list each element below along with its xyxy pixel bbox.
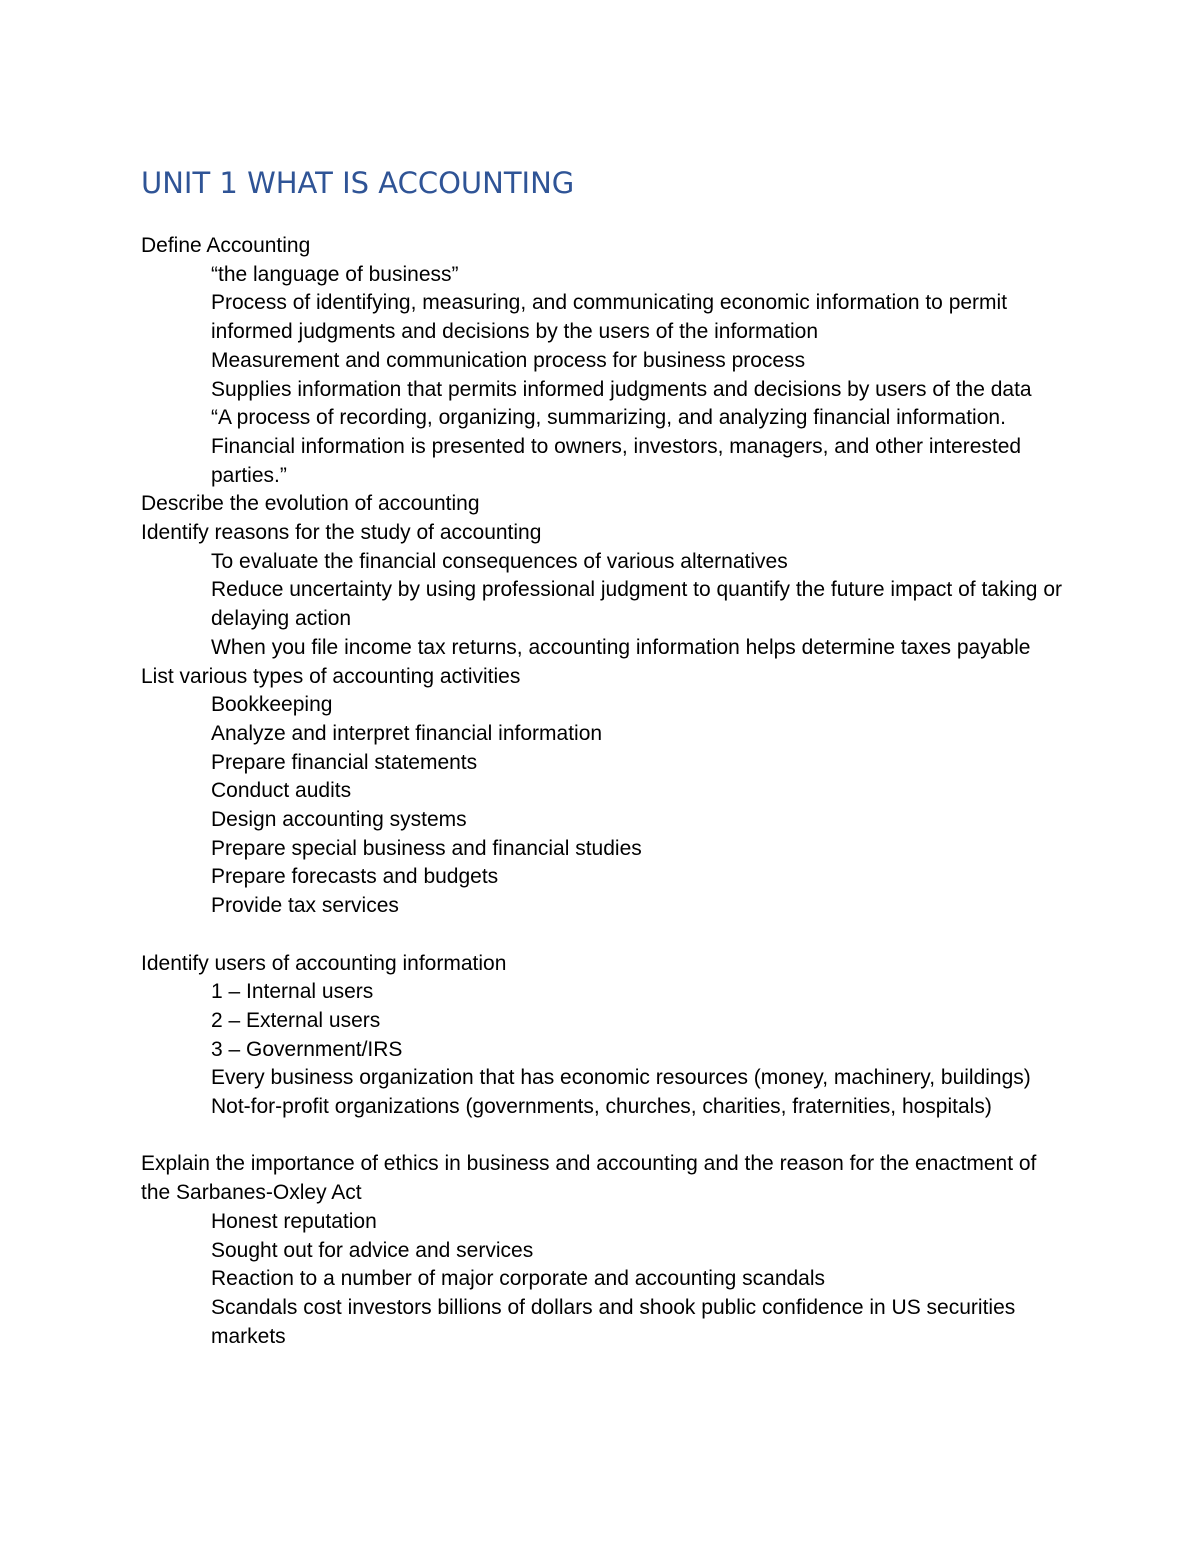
list-item: Provide tax services [211,894,399,918]
list-item: Honest reputation [211,1209,377,1233]
list-item: 2 – External users [211,1008,381,1032]
list-item: When you file income tax returns, accounting information helps determine taxes payable [211,635,1031,659]
document-page [141,165,1071,1351]
section-heading-ethics: Explain the importance of ethics in business and accounting and the reason for the enactment of the Sarbanes-Oxley Act [141,1152,1037,1205]
section-heading-study-reasons: Identify reasons for the study of accounting [141,521,542,545]
list-item: Reaction to a number of major corporate and accounting scandals [211,1267,826,1291]
list-item: Prepare special business and financial studies [211,836,642,860]
list-item: Measurement and communication process for business process [211,348,806,372]
list-item: To evaluate the financial consequences of various alternatives [211,549,788,573]
list-item: Supplies information that permits informed judgments and decisions by users of the data [211,377,1032,401]
document-body [141,232,1071,1351]
document-title: UNIT 1 WHAT IS ACCOUNTING [141,166,575,200]
list-item: Process of identifying, measuring, and communicating economic information to permit informed judgments and decisions by the users of the information [211,291,1008,344]
paragraph-gap [141,921,1071,950]
list-item: “A process of recording, organizing, summarizing, and analyzing financial information. Financial information is presented to owners, investors, managers, and other interested parties.” [211,406,1022,487]
list-item: Scandals cost investors billions of dollars and shook public confidence in US securities markets [211,1295,1016,1348]
list-item: Bookkeeping [211,693,333,717]
list-item: Every business organization that has economic resources (money, machinery, buildings) [211,1066,1031,1090]
section-heading-users: Identify users of accounting information [141,951,507,975]
list-item: Conduct audits [211,779,352,803]
list-item: 1 – Internal users [211,980,374,1004]
list-item: Prepare forecasts and budgets [211,865,499,889]
list-item: Reduce uncertainty by using professional judgment to quantify the future impact of taking or delaying action [211,578,1062,631]
list-item: Sought out for advice and services [211,1238,534,1262]
paragraph-gap [141,1122,1071,1151]
list-item: Design accounting systems [211,808,467,832]
list-item: Not-for-profit organizations (governments, churches, charities, fraternities, hospitals) [211,1095,992,1119]
list-item: Analyze and interpret financial information [211,721,603,745]
section-heading-define-accounting: Define Accounting [141,234,311,257]
section-heading-activities: List various types of accounting activities [141,664,521,688]
list-item: “the language of business” [211,262,459,286]
section-heading-evolution: Describe the evolution of accounting [141,492,480,516]
list-item: 3 – Government/IRS [211,1037,403,1061]
list-item: Prepare financial statements [211,750,478,774]
